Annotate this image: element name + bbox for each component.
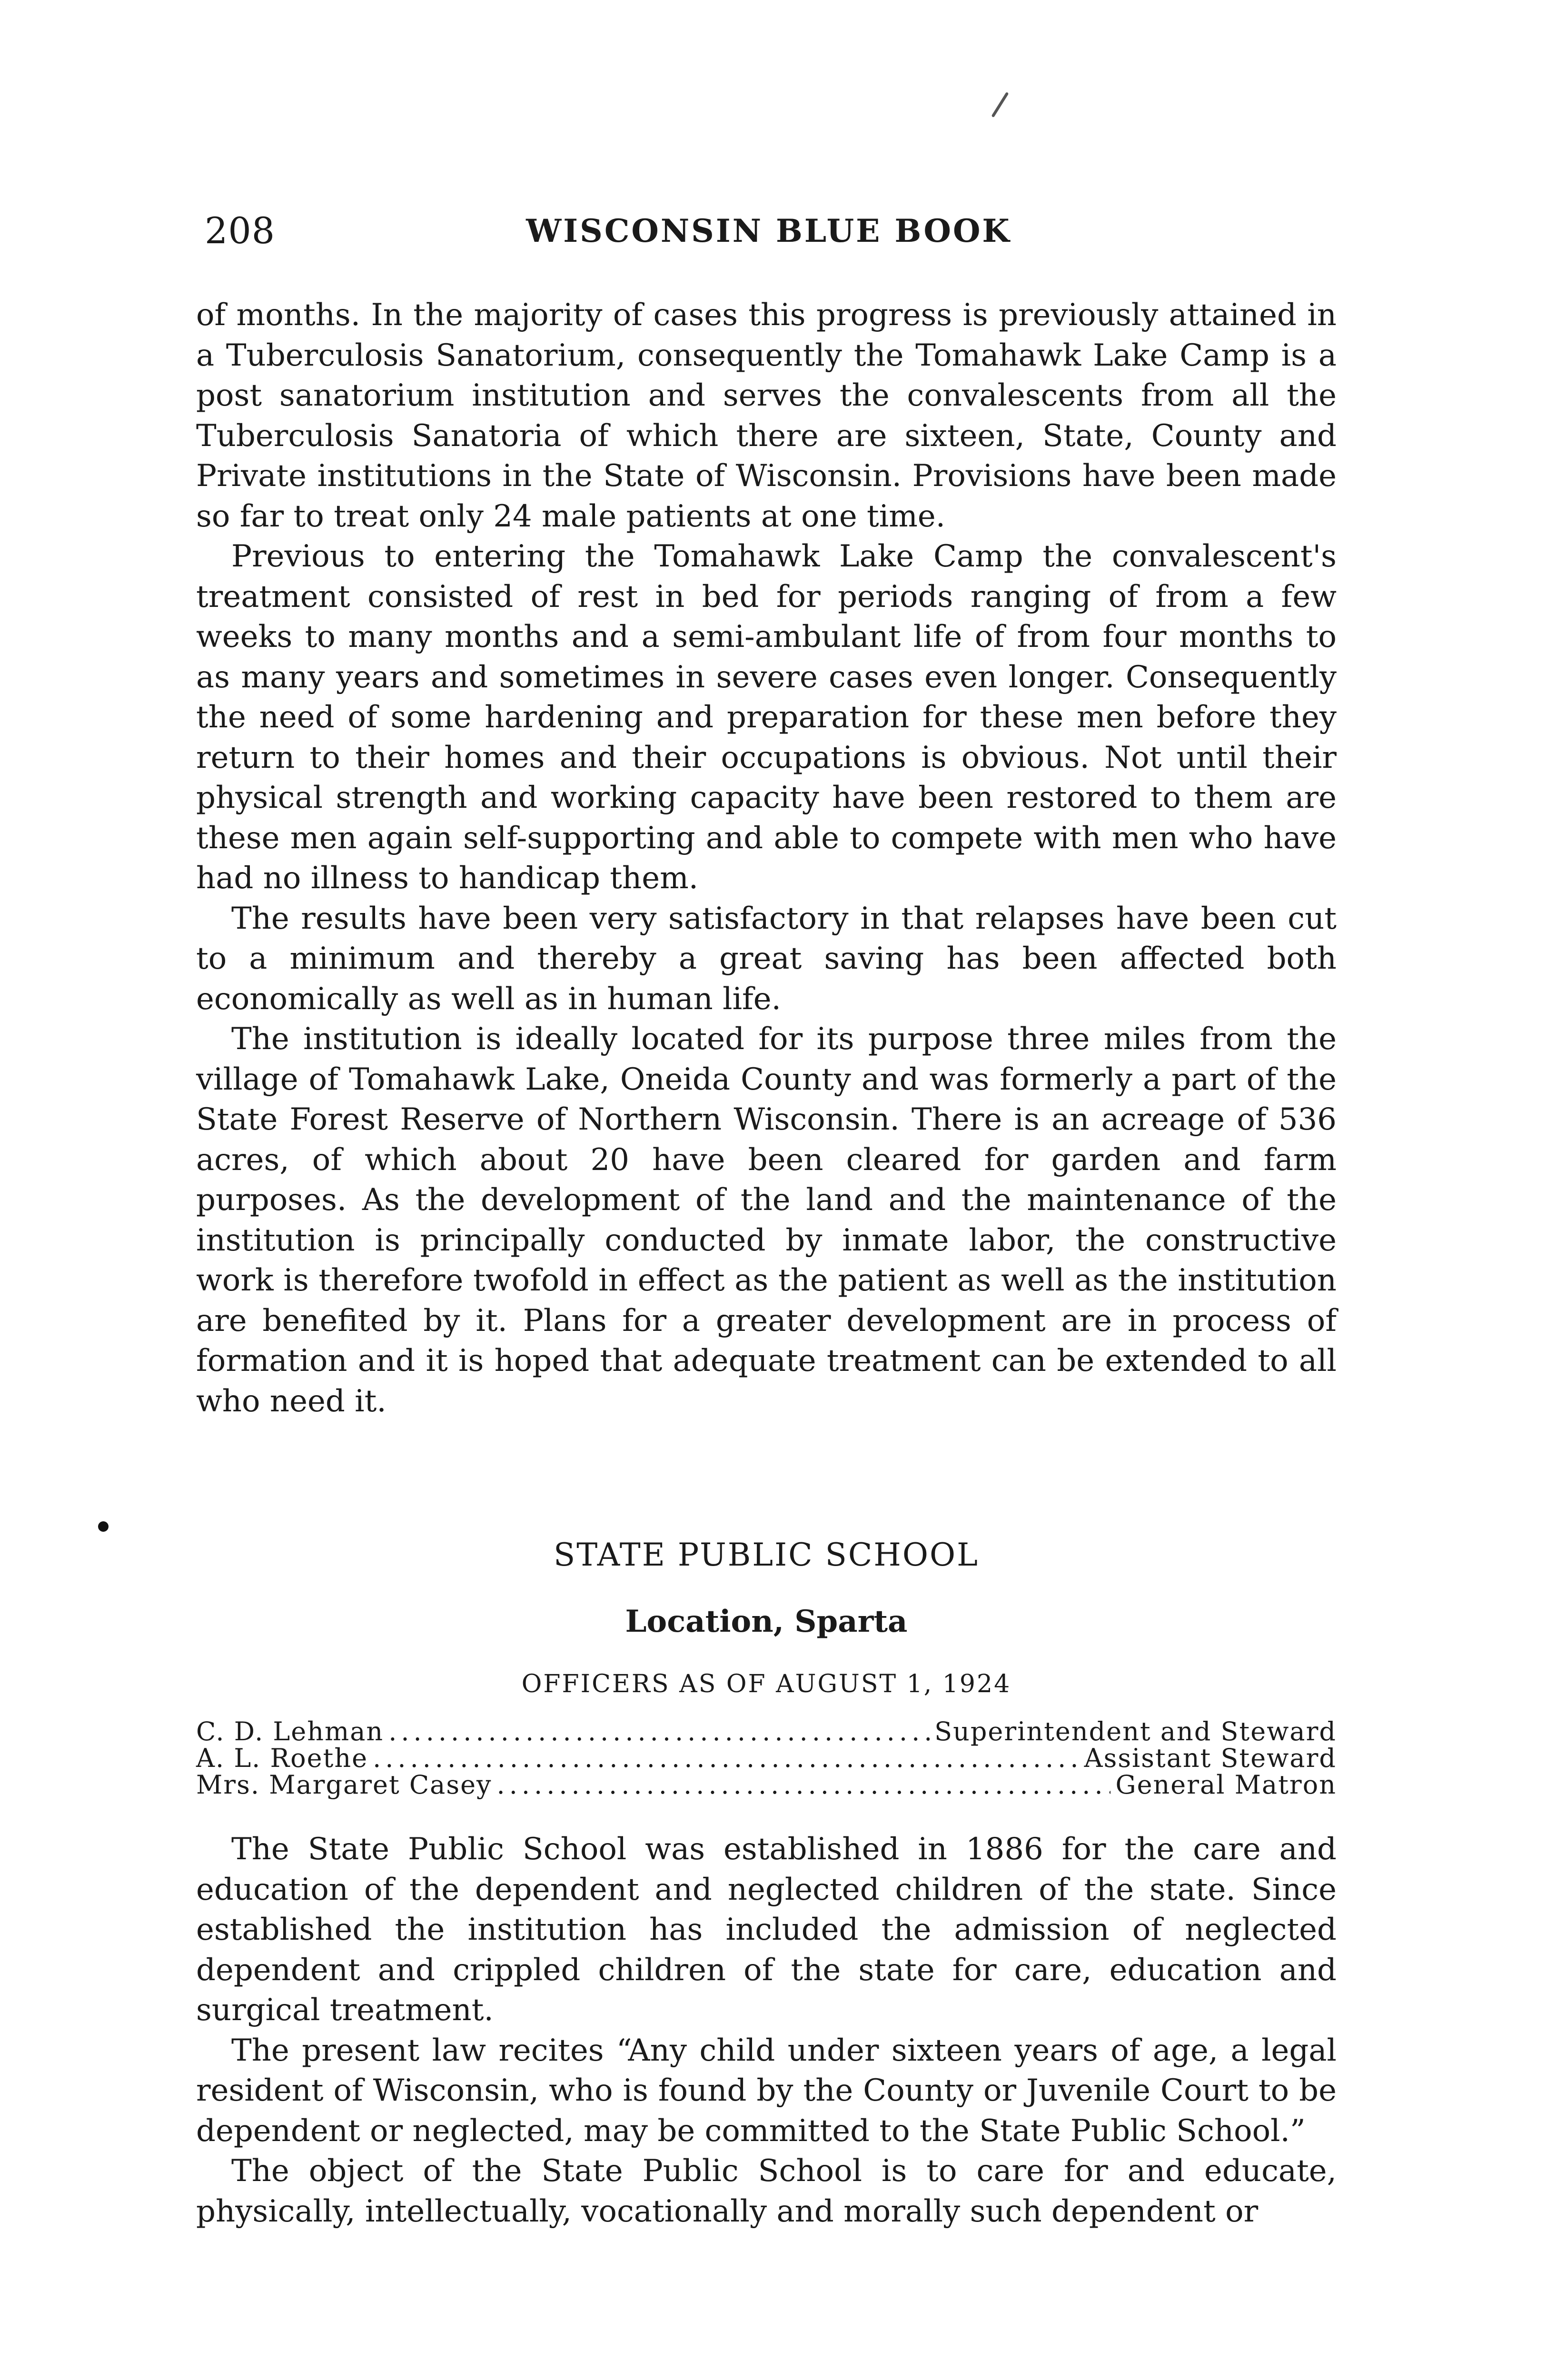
margin-dot bbox=[98, 1521, 109, 1532]
paragraph: Previous to entering the Tomahawk Lake Camp the convalescent's treatment consisted of rest in bed for periods ranging of from a few weeks to many months and a semi-ambulant life of from four months to as many years and sometimes in severe cases even longer. Consequently the need of some hardening and preparation for these men before they return to their homes and their occupations is obvious. Not until their physical strength and working capacity have been restored to them are these men again self-supporting and able to compete with men who have had no illness to handicap them. bbox=[196, 539, 1337, 896]
section-title: STATE PUBLIC SCHOOL bbox=[554, 1537, 979, 1573]
paragraph: The object of the State Public School is to care for and educate, physically, intellectually, vocationally and morally such dependent or bbox=[196, 2153, 1337, 2229]
leader-dots bbox=[373, 1745, 1080, 1772]
officer-row bbox=[196, 1745, 1337, 1772]
officer-title: Superintendent and Steward bbox=[934, 1716, 1337, 1746]
page-header bbox=[205, 205, 1333, 257]
officer-row bbox=[196, 1718, 1337, 1745]
state-public-school-text bbox=[196, 1829, 1337, 2231]
officers-heading: OFFICERS AS OF AUGUST 1, 1924 bbox=[521, 1670, 1011, 1698]
paragraph: of months. In the majority of cases this progress is previously attained in a Tuberculosis Sanatorium, consequently the Tomahawk Lake Camp is a post sanatorium institution and serves the convalescents from all the Tuberculosis Sanatoria of which there are sixteen, State, County and Private institutions in the State of Wisconsin. Provisions have been made so far to treat only 24 male patients at one time. bbox=[196, 298, 1337, 534]
running-head: WISCONSIN BLUE BOOK bbox=[526, 212, 1011, 249]
pencil-mark bbox=[991, 92, 1009, 118]
paragraph: The results have been very satisfactory in that relapses have been cut to a minimum and thereby a great saving has been affected both economically as well as in human life. bbox=[196, 901, 1337, 1017]
officer-title: Assistant Steward bbox=[1084, 1743, 1337, 1773]
leader-dots bbox=[388, 1718, 930, 1745]
officers-list bbox=[196, 1718, 1337, 1798]
paragraph: The institution is ideally located for its purpose three miles from the village of Tomahawk Lake, Oneida County and was formerly a part of the State Forest Reserve of Northern Wisconsin. There is an acreage of 536 acres, of which about 20 have been cleared for garden and farm purposes. As the development of the land and the maintenance of the institution is principally conducted by inmate labor, the constructive work is therefore twofold in effect as the patient as well as the institution are benefited by it. Plans for a greater development are in process of formation and it is hoped that adequate treatment can be extended to all who need it. bbox=[196, 1021, 1337, 1419]
tomahawk-camp-text bbox=[196, 295, 1337, 1421]
officer-name: A. L. Roethe bbox=[196, 1743, 368, 1773]
paragraph: The State Public School was established in 1886 for the care and education of the dependent and neglected children of the state. Since established the institution has included the admission of neglected dependent and crippled children of the state for care, education and surgical treatment. bbox=[196, 1832, 1337, 2028]
leader-dots bbox=[497, 1772, 1111, 1798]
officer-name: Mrs. Margaret Casey bbox=[196, 1770, 492, 1800]
officer-title: General Matron bbox=[1115, 1770, 1337, 1800]
section-location: Location, Sparta bbox=[625, 1604, 908, 1639]
officer-name: C. D. Lehman bbox=[196, 1716, 384, 1746]
officer-row bbox=[196, 1772, 1337, 1798]
paragraph: The present law recites “Any child under sixteen years of age, a legal resident of Wisconsin, who is found by the County or Juvenile Court to be dependent or neglected, may be committed to the State Public School.” bbox=[196, 2033, 1337, 2149]
page-number: 208 bbox=[205, 209, 276, 252]
